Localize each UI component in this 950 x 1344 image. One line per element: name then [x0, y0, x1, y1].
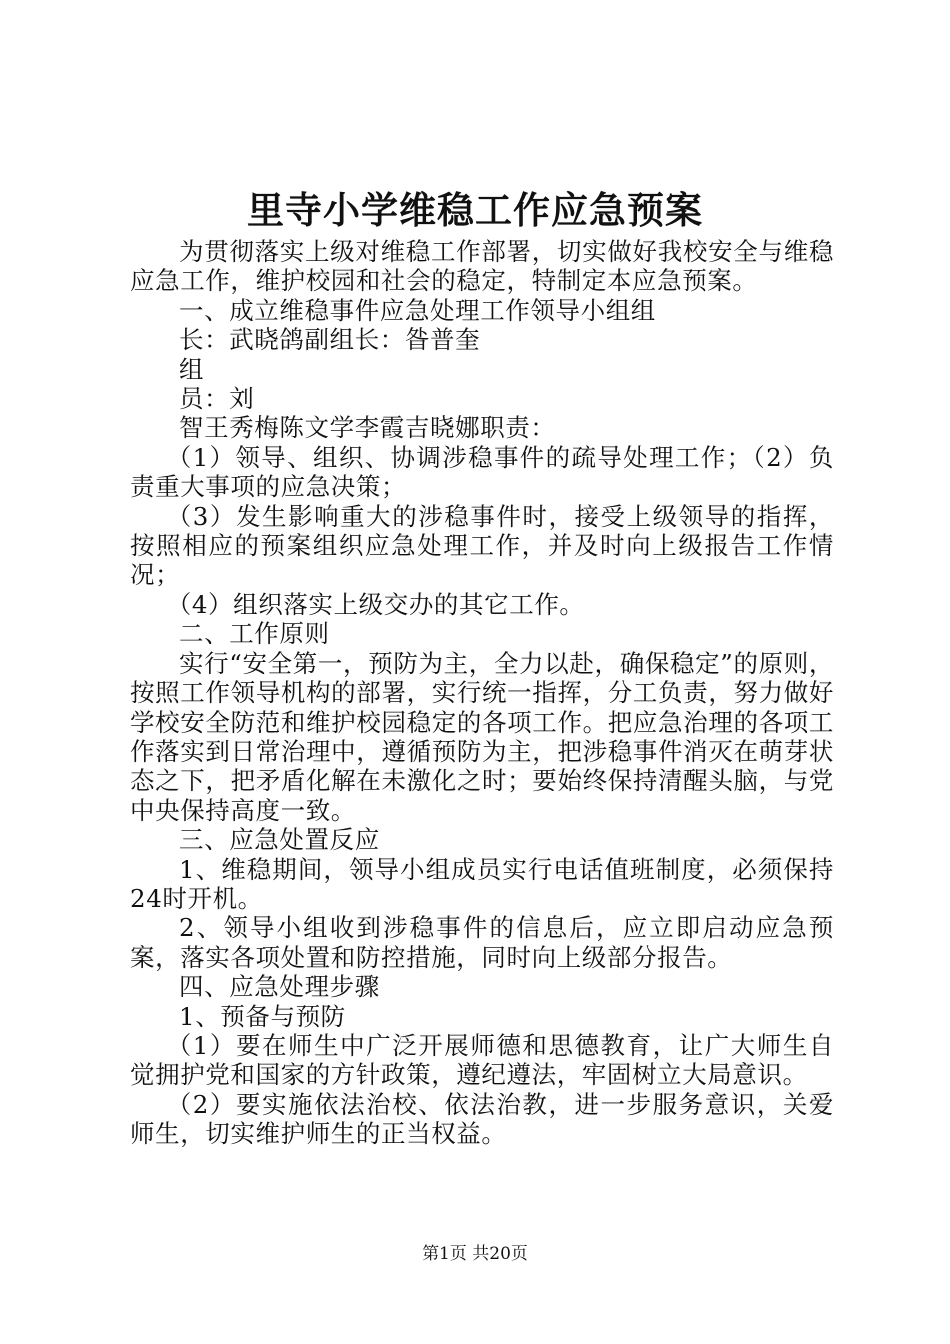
duty-item-4: （4）组织落实上级交办的其它工作。 — [166, 589, 585, 619]
section-heading-1: 一、成立维稳事件应急处理工作领导小组组 — [179, 295, 656, 325]
member-line-1: 组 — [179, 354, 205, 384]
section-heading-4: 四、应急处理步骤 — [179, 972, 380, 1002]
response-item-2: 2、领导小组收到涉稳事件的信息后，应立即启动应急预案，落实各项处置和防控措施，同时向上级部分报告。 — [130, 913, 834, 972]
document-title: 里寺小学维稳工作应急预案 — [247, 188, 703, 232]
page-number-footer: 第1页 共20页 — [422, 1244, 528, 1264]
subheading-prepare: 1、预备与预防 — [179, 1001, 346, 1031]
section-heading-2: 二、工作原则 — [179, 619, 330, 649]
principle-paragraph: 实行“安全第一，预防为主，全力以赴，确保稳定”的原则，按照工作领导机构的部署，实行统一指挥，分工负责，努力做好学校安全防范和维护校园稳定的各项工作。把应急治理的各项工作落实到日常治理中，遵循预防为主，把涉稳事件消灭在萌芽状态之下，把矛盾化解在未激化之时；要始终保持清醒头脑，与党中央保持高度一致。 — [130, 648, 834, 825]
prepare-item-2: （2）要实施依法治校、依法治教，进一步服务意识，关爱师生，切实维护师生的正当权益。 — [130, 1089, 834, 1149]
duty-item-1: （1）领导、组织、协调涉稳事件的疏导处理工作；（2）负责重大事项的应急决策； — [130, 442, 834, 502]
leader-line: 长：武晓鸽副组长：昝普奎 — [179, 325, 481, 355]
document-body — [130, 237, 834, 1149]
member-line-3: 智王秀梅陈文学李霞吉晓娜职责： — [179, 413, 556, 443]
duty-item-3: （3）发生影响重大的涉稳事件时，接受上级领导的指挥，按照相应的预案组织应急处理工作，并及时向上级报告工作情况； — [130, 501, 834, 590]
section-heading-3: 三、应急处置反应 — [179, 825, 380, 855]
member-line-2: 员：刘 — [179, 384, 255, 414]
response-item-1: 1、维稳期间，领导小组成员实行电话值班制度，必须保持24时开机。 — [130, 854, 834, 913]
prepare-item-1: （1）要在师生中广泛开展师德和思德教育，让广大师生自觉拥护党和国家的方针政策，遵纪遵法，牢固树立大局意识。 — [130, 1030, 834, 1090]
intro-paragraph: 为贯彻落实上级对维稳工作部署，切实做好我校安全与维稳应急工作，维护校园和社会的稳定，特制定本应急预案。 — [130, 237, 834, 296]
